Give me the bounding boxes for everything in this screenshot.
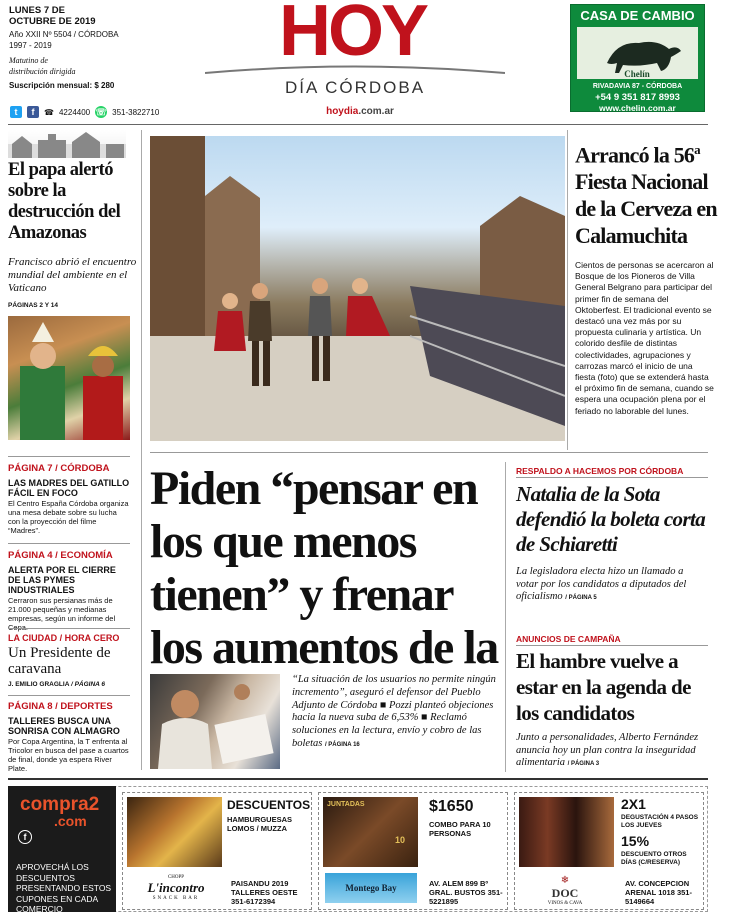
- website-suffix: .com.ar: [358, 106, 394, 117]
- divider-hambre: [516, 645, 708, 646]
- whatsapp-number: 351-3822710: [112, 107, 160, 117]
- sota-kicker: RESPALDO A HACEMOS POR CÓRDOBA: [516, 466, 684, 476]
- section-kicker: LA CIUDAD / HORA CERO: [8, 633, 120, 643]
- hambre-page[interactable]: / PÁGINA 3: [567, 761, 600, 767]
- divider-vertical-mid: [505, 462, 506, 772]
- papa-headline[interactable]: El papa alertó sobre la destrucción del Amazonas: [8, 160, 121, 243]
- main-body: [292, 674, 500, 752]
- cambio-address: RIVADAVIA 87 - CÓRDOBA: [592, 83, 683, 90]
- church-thumbnail: [8, 130, 126, 158]
- logo-swoosh-icon: [205, 64, 505, 74]
- section-headline: TALLERES BUSCA UNA SONRISA CON ALMAGRO: [8, 716, 120, 736]
- section-madres[interactable]: [8, 463, 130, 535]
- oktoberfest-photo-art: [150, 136, 565, 441]
- food-image: [127, 797, 222, 867]
- hambre-headline[interactable]: El hambre vuelve a estar en la agenda de los candidatos: [516, 649, 691, 725]
- papa-photo-art: [8, 316, 130, 440]
- divider-mid: [150, 452, 708, 453]
- fiesta-headline-sup: a: [694, 142, 700, 157]
- subscription: Suscripción mensual: $ 280: [9, 81, 115, 90]
- coupon-title: 2X1: [621, 796, 646, 812]
- coupon-doc[interactable]: [514, 792, 704, 910]
- sota-page[interactable]: / PÁGINA 5: [565, 595, 597, 601]
- date-line-2: OCTUBRE DE 2019: [9, 16, 96, 27]
- cambio-brand: Chelín: [624, 69, 650, 79]
- oktoberfest-photo[interactable]: [150, 136, 565, 441]
- main-page[interactable]: / PÁGINA 16: [324, 741, 360, 748]
- divider-sota: [516, 477, 708, 478]
- incontro-logo: [131, 875, 221, 901]
- section-pymes[interactable]: [8, 550, 130, 632]
- date-line-1: LUNES 7 DE: [9, 5, 65, 16]
- divider-left-3: [8, 628, 130, 629]
- hambre-body: [516, 732, 711, 771]
- coupon-sub: DEGUSTACIÓN 4 PASOS LOS JUEVES: [621, 814, 699, 829]
- fiesta-body: Cientos de personas se acercaron al Bosque de los Pioneros de Villa General Belgrano para participar del primer fin de semana del Oktoberfest. El tradicional evento se destacó una vez más por su propuesta culinaria y artística. Un colorido desfile de distintas colectividades, agrupaciones y carrozas marcó el inicio de una fiesta (foto) que se extenderá hasta el próximo fin de semana, cuando se espera una ocupación plena por el feriado no laborable del lunes.: [575, 260, 714, 416]
- hambre-body-text: Junto a personalidades, Alberto Fernández anuncia hoy un plan contra la inseguridad alimentaria: [516, 732, 699, 768]
- divider-left-4: [8, 695, 130, 696]
- compra-text: APROVECHÁ LOS DESCUENTOS PRESENTANDO ESTOS CUPONES EN CADA COMERCIO: [16, 862, 112, 914]
- divider-left-2: [8, 543, 130, 544]
- doc-logo-icon: ❄: [560, 875, 570, 886]
- masthead-info: [9, 5, 199, 91]
- section-body: Por Copa Argentina, la T enfrenta al Tricolor en busca del pase a cuartos de final, donde ya espera River Plate.: [8, 737, 129, 773]
- whatsapp-icon: ☏: [95, 107, 107, 117]
- coupon-sub-2: DESCUENTO OTROS DÍAS (C/RESERVA): [621, 851, 687, 866]
- cambio-ad[interactable]: [570, 4, 705, 112]
- montego-logo: Montego Bay: [325, 873, 417, 903]
- compra-brand-2: .com: [54, 813, 87, 829]
- phone-icon: ☎: [44, 107, 54, 117]
- cambio-banner: [577, 27, 698, 79]
- divider-top: [8, 124, 708, 125]
- coupon-montego[interactable]: [318, 792, 508, 910]
- facebook-icon[interactable]: f: [18, 830, 32, 844]
- doc-logo-name: DOC: [551, 886, 579, 900]
- coupon-sub: COMBO PARA 10 PERSONAS: [429, 820, 491, 838]
- luz-photo-art: [150, 674, 280, 769]
- main-body-text: “La situación de los usuarios no permite ningún incremento”, aseguró el defensor del Pueblo Adjunto de Córdoba ■ Pozzi planteó objeciones hacia la nueva suba de 6,53% ■ Reclamó soluciones en la lectura, envío y cobro de las boletas: [292, 674, 496, 749]
- fiesta-headline[interactable]: [575, 136, 720, 249]
- doc-logo: [525, 875, 605, 906]
- papa-deck: Francisco abrió el encuentro mundial del ambiente en el Vaticano: [8, 256, 137, 294]
- cambio-web: www.chelin.com.ar: [599, 103, 676, 113]
- food-image: [323, 797, 418, 867]
- cambio-title: CASA DE CAMBIO: [580, 8, 695, 23]
- logo-subtitle: DÍA CÓRDOBA: [284, 78, 426, 97]
- byline-page: / PÁGINA 6: [70, 681, 106, 688]
- img-label-top: JUNTADAS: [327, 801, 365, 808]
- logo-top: CHOPP: [167, 875, 185, 880]
- papa-photo[interactable]: [8, 316, 130, 440]
- doc-logo-sub: VINOS & CAVA: [547, 901, 583, 906]
- contacts: [10, 106, 210, 118]
- hambre-kicker: ANUNCIOS DE CAMPAÑA: [516, 634, 621, 644]
- wine-image: [519, 797, 614, 867]
- facebook-icon[interactable]: f: [27, 106, 39, 118]
- coupon-incontro[interactable]: [122, 792, 312, 910]
- sota-body-text: La legisladora electa hizo un llamado a votar por los candidatos a diputados del oficialismo: [516, 566, 687, 602]
- website-link[interactable]: [260, 106, 460, 117]
- phone-number: 4224400: [58, 107, 91, 117]
- compra-brand-panel[interactable]: [8, 786, 116, 912]
- sota-body: [516, 566, 706, 605]
- section-headline: Un Presidente de caravana: [8, 645, 111, 677]
- divider-bottom: [8, 778, 708, 780]
- divider-vertical-left: [141, 130, 142, 770]
- sota-headline[interactable]: Natalia de la Sota defendió la boleta corta de Schiaretti: [516, 482, 706, 556]
- section-kicker: PÁGINA 4 / ECONOMÍA: [8, 550, 113, 561]
- twitter-icon[interactable]: t: [10, 106, 22, 118]
- website-prefix: hoydia: [326, 106, 359, 117]
- section-headline: LAS MADRES DEL GATILLO FÁCIL EN FOCO: [8, 478, 130, 498]
- coupon-title: DESCUENTOS: [227, 798, 311, 812]
- section-talleres[interactable]: [8, 701, 130, 773]
- section-headline: ALERTA POR EL CIERRE DE LAS PYMES INDUSTRIALES: [8, 565, 116, 595]
- luz-photo[interactable]: [150, 674, 280, 769]
- section-body: El Centro España Córdoba organiza una mesa debate sobre su lucha con la proyección del filme “Madres”.: [8, 499, 129, 535]
- coupon-sub: HAMBURGUESAS LOMOS / MUZZA: [227, 815, 293, 833]
- distribution-1: Matutino de: [9, 56, 48, 65]
- coupon-footer: AV. CONCEPCION ARENAL 1018 351-5149664: [625, 879, 692, 906]
- logo[interactable]: HOY: [278, 0, 427, 71]
- years: 1997 - 2019: [9, 41, 52, 50]
- bull-icon: [577, 27, 698, 79]
- section-body: Cerraron sus persianas más de 21.000 pequeñas y medianas empresas, según un informe del: [8, 596, 116, 623]
- distribution-2: distribución dirigida: [9, 67, 76, 76]
- coupon-title: $1650: [429, 798, 474, 815]
- byline: J. EMILIO GRAGLIA: [8, 681, 70, 688]
- divider-left-1: [8, 456, 130, 457]
- coupon-footer: PAISANDU 2019 TALLERES OESTE 351-6172394: [231, 879, 298, 906]
- logo-name: L'incontro: [147, 880, 205, 895]
- coupon-footer: AV. ALEM 899 Bº GRAL. BUSTOS 351-5221895: [429, 879, 503, 906]
- fiesta-headline-1: Arrancó la 56: [575, 142, 695, 168]
- main-headline[interactable]: Piden “pensar en los que menos tienen” y frenar los aumentos de la: [150, 462, 498, 674]
- cambio-phone: +54 9 351 817 8993: [595, 92, 680, 103]
- papa-pages[interactable]: PÁGINAS 2 Y 14: [8, 302, 58, 309]
- coupon-title-2: 15%: [621, 833, 650, 849]
- logo-bottom: SNACK BAR: [152, 896, 200, 901]
- compra-brand-1: compra2: [20, 794, 100, 815]
- section-presidente[interactable]: [8, 633, 130, 689]
- divider-vertical-right: [567, 130, 568, 450]
- section-kicker: PÁGINA 8 / DEPORTES: [8, 701, 113, 712]
- fiesta-headline-2: Fiesta Nacional de la Cerveza en Calamuchita: [575, 169, 717, 249]
- img-label-num: 10: [395, 835, 406, 845]
- section-kicker: PÁGINA 7 / CÓRDOBA: [8, 463, 110, 474]
- issue-number: Año XXII Nº 5504 / CÓRDOBA: [9, 30, 119, 39]
